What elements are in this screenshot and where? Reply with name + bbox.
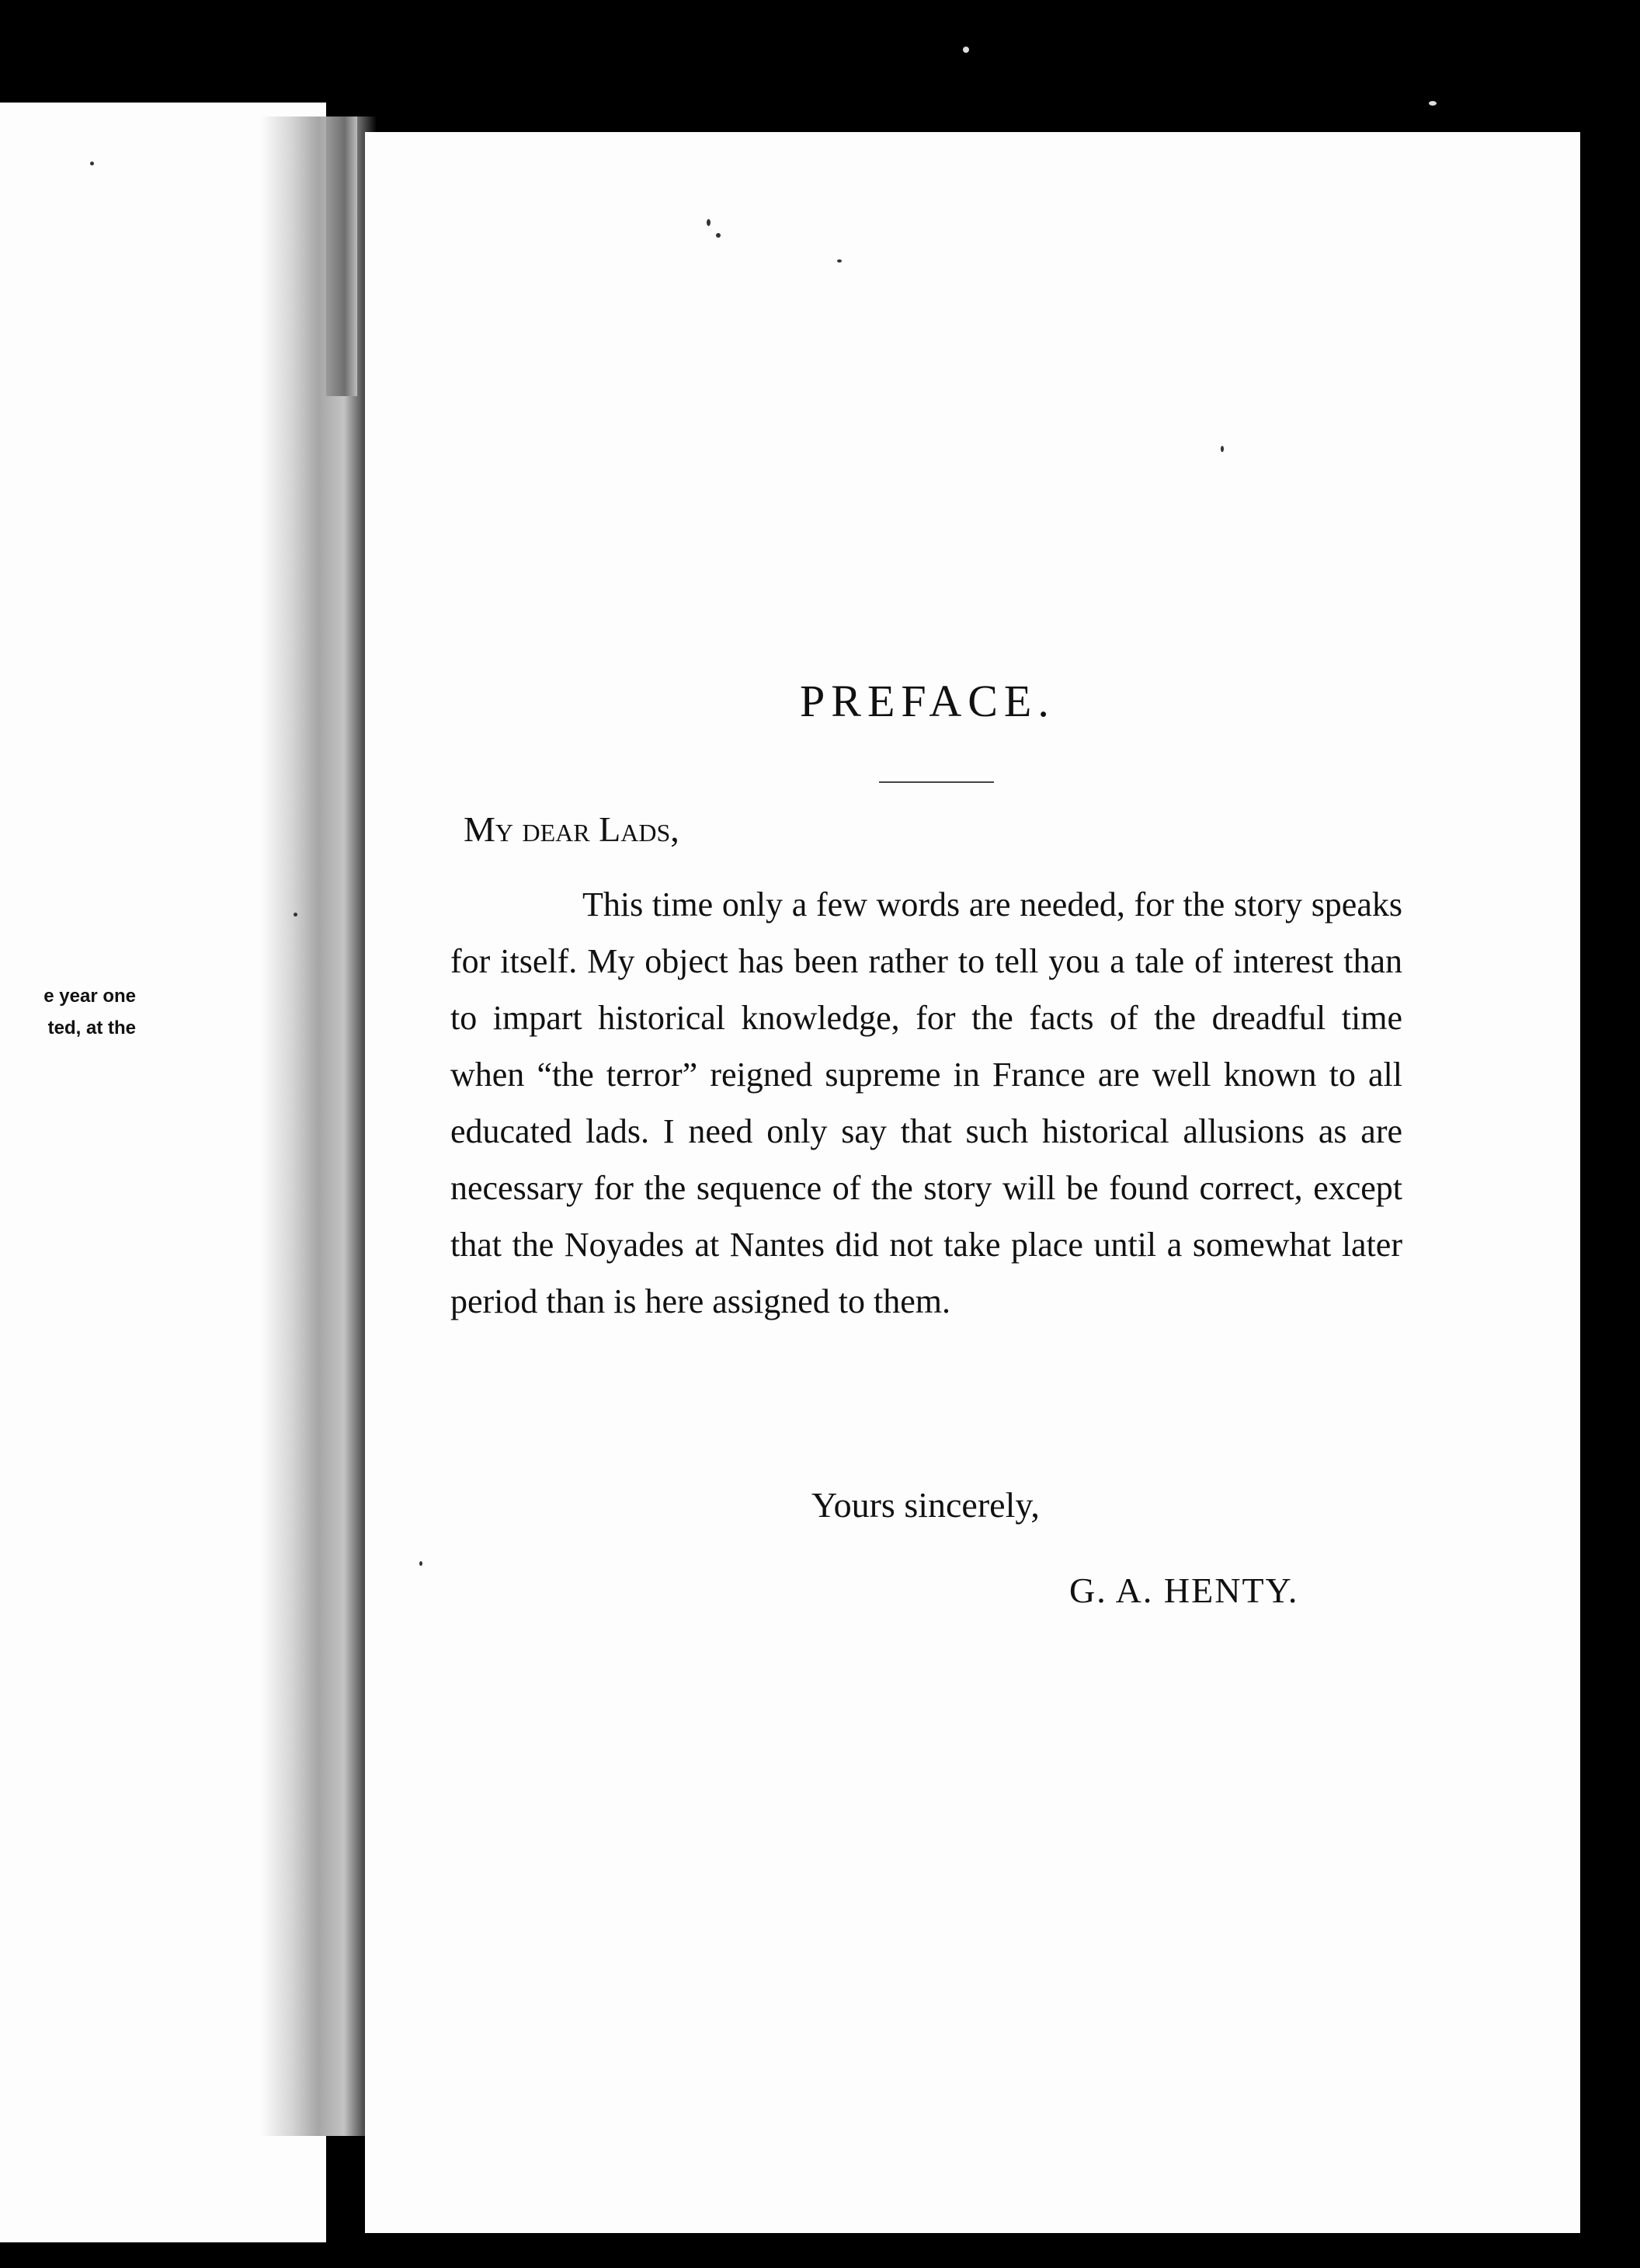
page-title: PREFACE. bbox=[800, 676, 1055, 726]
salutation: My dear Lads, bbox=[464, 809, 679, 849]
preface-body: This time only a few words are needed, for the story speaks for itself. My object has been rather to tell you a tale of interest than to impart historical knowledge, for the facts of the dreadful time when “the terror” reigned supreme in France are well known to all educated lads. I need only say that such historical allusions as are necessary for the sequence of the story will be found correct, except that the Noyades at Nantes did not take place until a somewhat later period than is here assigned to them. bbox=[450, 885, 1402, 1320]
scan-speck bbox=[963, 47, 969, 53]
left-page-text-fragment bbox=[0, 980, 136, 1044]
scan-speck bbox=[1429, 101, 1437, 106]
signature: G. A. HENTY. bbox=[1069, 1571, 1299, 1610]
closing: Yours sincerely, bbox=[811, 1485, 1040, 1525]
left-page-line: e year one bbox=[43, 986, 136, 1007]
scan-speck bbox=[716, 233, 721, 238]
scan-speck bbox=[707, 219, 711, 226]
scan-speck bbox=[1221, 446, 1224, 452]
title-divider bbox=[879, 781, 994, 783]
scan-speck bbox=[294, 913, 297, 917]
left-page-line: ted, at the bbox=[47, 1017, 136, 1038]
scan-speck bbox=[90, 162, 94, 165]
scan-speck bbox=[419, 1561, 422, 1566]
page-gutter-shadow bbox=[260, 117, 377, 2136]
page-gutter-dark bbox=[326, 117, 357, 396]
scan-speck bbox=[837, 259, 842, 263]
